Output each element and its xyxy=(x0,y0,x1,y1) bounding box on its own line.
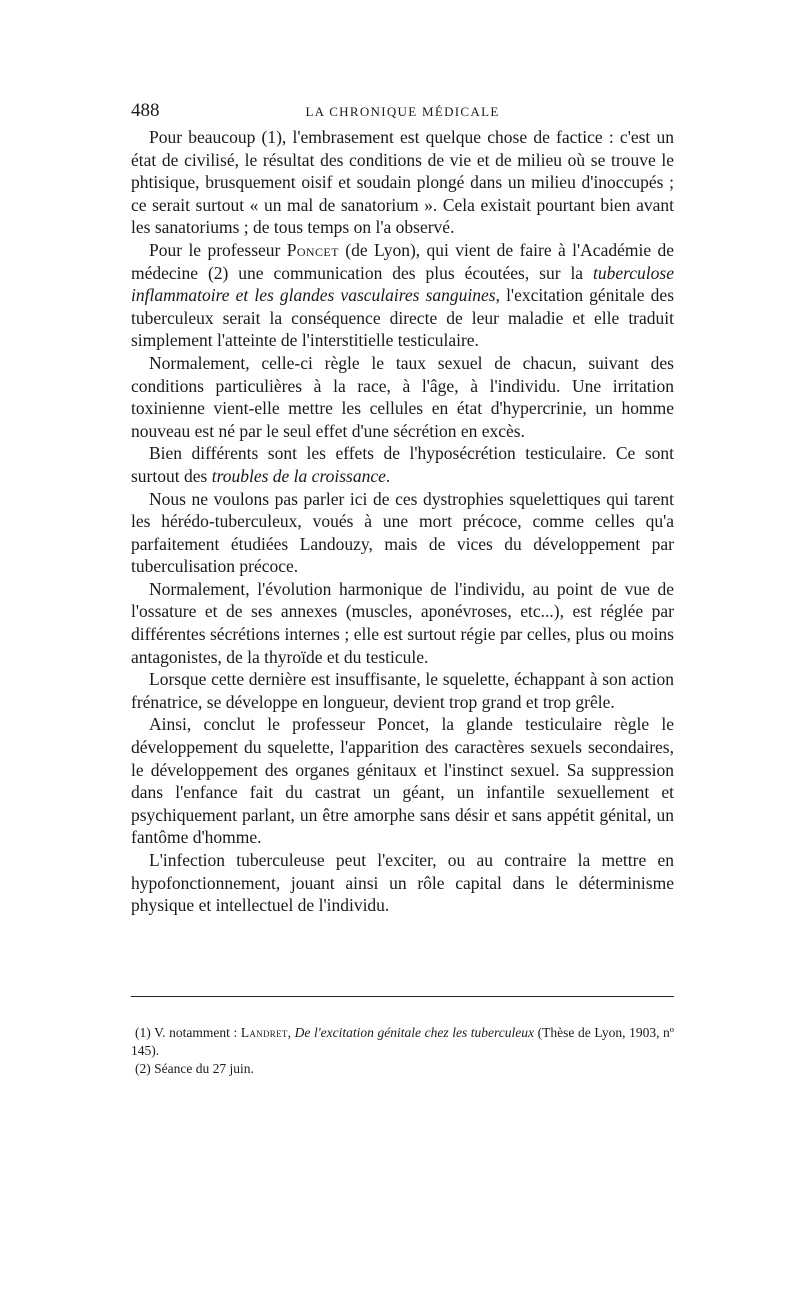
author-name-landret: Landret xyxy=(240,1025,288,1040)
paragraph-1: Pour beaucoup (1), l'embrasement est quelque chose de factice : c'est un état de civilisé, le résultat des conditions de vie et de milieu où se trouve le phtisique, brusquement oisif et soudain plongé dans un milieu d'inoccupés ; ce serait surtout « un mal de sanatorium ». Cela existait pourtant bien avant les sanatoriums ; de tous temps on l'a observé. xyxy=(131,127,674,238)
paragraph-7: Lorsque cette dernière est insuffisante, le squelette, échappant à son action frénatrice, se développe en longueur, devient trop grand et trop grêle. xyxy=(131,669,674,712)
body-text xyxy=(131,126,674,917)
footnote-1-text-a: (1) V. notamment : xyxy=(135,1025,241,1040)
footnote-1 xyxy=(131,1024,674,1060)
paragraph-8: Ainsi, conclut le professeur Poncet, la glande testiculaire règle le développement du squelette, l'apparition des caractères sexuels secondaires, le développement des organes génitaux et l'instinct sexuel. Sa suppression dans l'enfance fait du castrat un géant, un infantile sexuellement et psychiquement parlant, un être amorphe sans désir et sans appétit génital, un fantôme d'homme. xyxy=(131,714,674,848)
footnote-1-text-b: , xyxy=(287,1025,295,1040)
paragraph-4-text-a: Bien différents sont les effets de l'hyposécrétion testiculaire. Ce sont surtout des xyxy=(131,443,674,486)
author-name-poncet: Poncet xyxy=(286,239,339,260)
paragraph-2 xyxy=(131,239,674,352)
paragraph-2-text-c: , l'excitation génitale des tuberculeux serait la conséquence directe de leur maladie et elle traduit simplement l'atteinte de l'interstitielle testiculaire. xyxy=(131,285,674,351)
footnote-2: (2) Séance du 27 juin. xyxy=(135,1061,254,1076)
emphasis-troubles: troubles de la croissance xyxy=(211,465,386,486)
paragraph-3: Normalement, celle-ci règle le taux sexuel de chacun, suivant des conditions particulières à la race, à l'âge, à l'individu. Une irritation toxinienne vient-elle mettre les cellules en état d'hypercrinie, un homme nouveau est né par le seul effet d'une sécrétion en excès. xyxy=(131,352,674,441)
footnote-1-text-c: (Thèse de Lyon, 1903, nº 145). xyxy=(131,1025,674,1058)
paragraph-2-text-a: Pour le professeur xyxy=(149,239,287,260)
paragraph-4-text-c: . xyxy=(385,465,391,486)
communication-title: tuberculose inflammatoire et les glandes vasculaires sanguines xyxy=(131,262,674,306)
paragraph-9: L'infection tuberculeuse peut l'exciter, ou au contraire la mettre en hypofonctionnement, jouant ainsi un rôle capital dans le déterminisme physique et intellectuel de l'individu. xyxy=(131,850,674,916)
paragraph-4 xyxy=(131,442,674,487)
page-header xyxy=(131,100,674,122)
paragraph-2-text-b: (de Lyon), qui vient de faire à l'Académie de médecine (2) une communication des plus écoutées, sur la xyxy=(131,239,674,283)
page-content xyxy=(131,100,674,917)
footnote-divider xyxy=(131,996,674,997)
thesis-title: De l'excitation génitale chez les tuberculeux xyxy=(294,1025,535,1040)
footnotes xyxy=(131,1024,674,1078)
page-number: 488 xyxy=(131,100,160,121)
running-head: LA CHRONIQUE MÉDICALE xyxy=(305,104,500,119)
paragraph-6: Normalement, l'évolution harmonique de l'individu, au point de vue de l'ossature et de ses annexes (muscles, aponévroses, etc...), est réglée par différentes sécrétions internes ; elle est surtout régie par celles, plus ou moins antagonistes, de la thyroïde et du testicule. xyxy=(131,578,674,667)
paragraph-5: Nous ne voulons pas parler ici de ces dystrophies squelettiques qui tarent les hérédo-tuberculeux, voués à une mort précoce, comme celles qu'a parfaitement étudiées Landouzy, mais de vices du développement par tuberculisation précoce. xyxy=(131,488,674,577)
